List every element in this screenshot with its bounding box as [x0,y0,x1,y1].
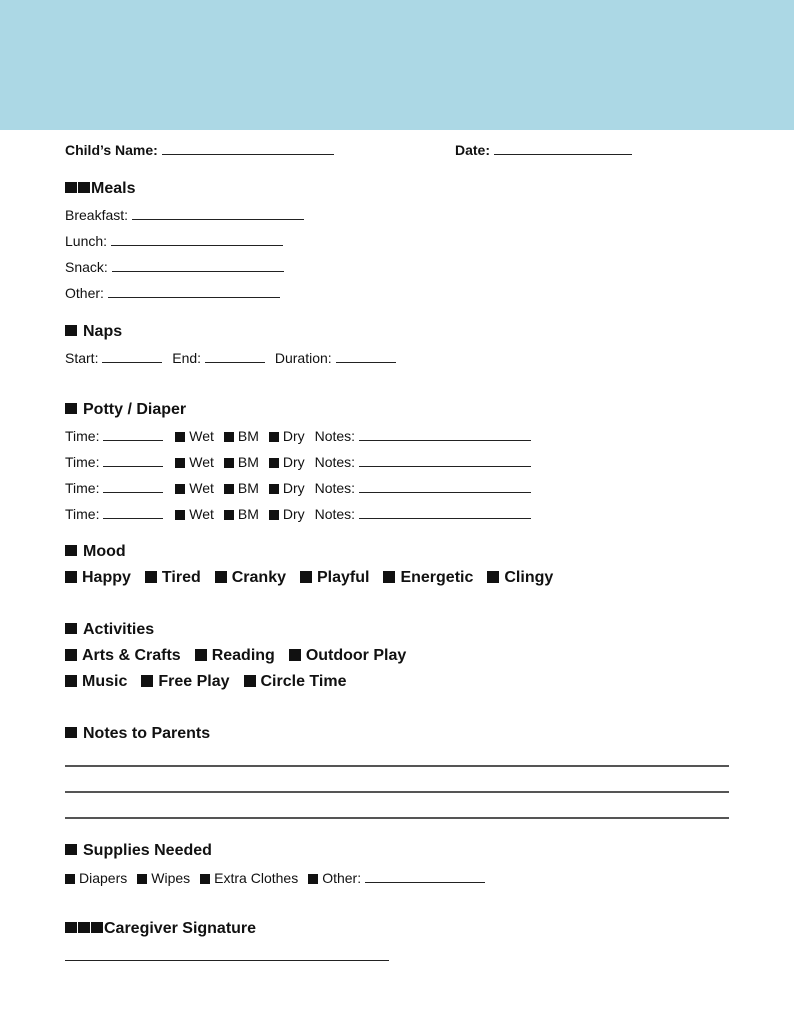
snack-label: Snack: [65,259,108,275]
checkbox-icon [244,675,256,687]
nap-duration-field[interactable] [336,350,396,363]
bm-checkbox[interactable] [224,454,259,470]
meals-heading [65,180,135,198]
checkbox-icon [224,432,234,442]
bm-checkbox[interactable] [224,480,259,496]
potty-time-field[interactable] [103,454,163,467]
checkbox-icon [224,484,234,494]
wet-checkbox[interactable] [175,480,214,496]
checkbox-icon [224,510,234,520]
checkbox-icon [175,484,185,494]
activity-option-arts-crafts[interactable] [65,647,181,665]
notes-line[interactable] [65,817,729,819]
checkbox-icon [289,649,301,661]
dry-label: Dry [282,454,305,470]
nap-end-field[interactable] [205,350,265,363]
notes-line[interactable] [65,791,729,793]
lunch-field[interactable] [111,233,283,246]
potty-notes-field[interactable] [359,506,531,519]
activity-label: Outdoor Play [305,647,407,664]
potty-time-label: Time: [65,428,100,444]
dry-label: Dry [282,506,305,522]
potty-heading-text: Potty / Diaper [83,401,187,418]
breakfast-field[interactable] [132,207,304,220]
checkbox-icon [175,432,185,442]
potty-heading [65,401,186,419]
dry-checkbox[interactable] [269,506,305,522]
checkbox-icon [269,484,279,494]
snack-field[interactable] [112,259,284,272]
child-name-field[interactable] [162,142,334,155]
wet-label: Wet [189,480,214,496]
checkbox-icon [65,649,77,661]
supply-option-wipes[interactable] [137,870,190,886]
supplies-row [65,870,485,886]
child-name-label: Child’s Name: [65,142,158,158]
potty-notes-label: Notes: [314,506,356,522]
mood-label: Tired [161,569,201,586]
checkbox-icon [269,510,279,520]
bm-checkbox[interactable] [224,428,259,444]
activity-option-reading[interactable] [195,647,275,665]
bullet-icon [65,623,77,634]
dry-checkbox[interactable] [269,480,305,496]
mood-label: Cranky [231,569,286,586]
bm-label: BM [237,480,259,496]
supplies-heading-text: Supplies Needed [83,842,212,859]
mood-option-energetic[interactable] [383,569,473,587]
date-label: Date: [455,142,491,158]
wet-label: Wet [189,506,214,522]
mood-option-tired[interactable] [145,569,201,587]
activities-heading-text: Activities [83,621,155,638]
wet-checkbox[interactable] [175,428,214,444]
potty-notes-label: Notes: [314,428,356,444]
mood-option-playful[interactable] [300,569,369,587]
signature-line[interactable] [65,960,389,961]
activity-label: Free Play [158,673,230,690]
checkbox-icon [300,571,312,583]
supply-label: Diapers [79,870,128,886]
bullet-icon [78,922,90,933]
checkbox-icon [175,510,185,520]
checkbox-icon [137,874,147,884]
supply-label: Wipes [151,870,191,886]
checkbox-icon [195,649,207,661]
activity-label: Arts & Crafts [82,647,181,664]
mood-heading-text: Mood [83,543,126,560]
notes-heading-text: Notes to Parents [83,725,211,742]
supply-option-diapers[interactable] [65,870,127,886]
potty-notes-field[interactable] [359,454,531,467]
supply-option-other[interactable] [308,870,361,886]
activity-option-outdoor-play[interactable] [289,647,406,665]
activity-label: Music [82,673,128,690]
potty-row [65,480,531,496]
potty-time-label: Time: [65,506,100,522]
mood-label: Playful [316,569,370,586]
checkbox-icon [65,571,77,583]
mood-label: Clingy [504,569,554,586]
meal-row-other [65,285,280,301]
signature-heading [65,920,256,938]
checkbox-icon [308,874,318,884]
date-row [455,142,632,158]
bullet-icon [91,922,103,933]
bullet-icon [65,922,77,933]
checkbox-icon [200,874,210,884]
naps-heading [65,323,122,341]
potty-time-label: Time: [65,480,100,496]
activity-label: Circle Time [260,673,347,690]
meal-row-breakfast [65,207,304,223]
bullet-icon [65,727,77,738]
potty-notes-field[interactable] [359,480,531,493]
meal-row-snack [65,259,284,275]
naps-heading-text: Naps [83,323,123,340]
activity-label: Reading [211,647,275,664]
other-meal-label: Other: [65,285,104,301]
wet-label: Wet [189,428,214,444]
dry-label: Dry [282,480,305,496]
checkbox-icon [269,458,279,468]
checkbox-icon [215,571,227,583]
notes-heading [65,725,210,743]
supply-option-extra-clothes[interactable] [200,870,298,886]
meal-row-lunch [65,233,283,249]
potty-notes-field[interactable] [359,428,531,441]
activity-option-music[interactable] [65,673,127,691]
potty-time-field[interactable] [103,506,163,519]
potty-notes-label: Notes: [314,454,356,470]
checkbox-icon [269,432,279,442]
mood-label: Energetic [400,569,474,586]
mood-options [65,569,567,587]
mood-option-clingy[interactable] [487,569,553,587]
bullet-icon [78,182,90,193]
checkbox-icon [224,458,234,468]
activity-option-circle-time[interactable] [244,673,347,691]
notes-line[interactable] [65,765,729,767]
supply-other-field[interactable] [365,870,485,883]
checkbox-icon [65,675,77,687]
bm-label: BM [237,506,259,522]
nap-duration-label: Duration: [274,350,332,366]
dry-checkbox[interactable] [269,428,305,444]
potty-time-label: Time: [65,454,100,470]
potty-row [65,506,531,522]
other-meal-field[interactable] [108,285,280,298]
header-banner [0,0,794,130]
wet-label: Wet [189,454,214,470]
dry-label: Dry [282,428,305,444]
potty-time-field[interactable] [103,428,163,441]
potty-row [65,454,531,470]
bullet-icon [65,844,77,855]
activities-heading [65,621,154,639]
checkbox-icon [145,571,157,583]
potty-notes-label: Notes: [314,480,356,496]
breakfast-label: Breakfast: [65,207,129,223]
date-field[interactable] [494,142,632,155]
mood-option-cranky[interactable] [215,569,286,587]
potty-time-field[interactable] [103,480,163,493]
child-name-row [65,142,334,158]
checkbox-icon [175,458,185,468]
naps-row [65,350,396,366]
bm-label: BM [237,428,259,444]
nap-start-label: Start: [65,350,99,366]
activities-row-1 [65,647,420,665]
bm-checkbox[interactable] [224,506,259,522]
nap-end-label: End: [172,350,202,366]
bullet-icon [65,325,77,336]
supplies-heading [65,842,212,860]
potty-row [65,428,531,444]
bullet-icon [65,182,77,193]
mood-option-happy[interactable] [65,569,131,587]
supply-other-label: Other: [322,870,362,886]
checkbox-icon [65,874,75,884]
supply-label: Extra Clothes [214,870,299,886]
nap-start-field[interactable] [102,350,162,363]
wet-checkbox[interactable] [175,506,214,522]
bullet-icon [65,545,77,556]
lunch-label: Lunch: [65,233,108,249]
dry-checkbox[interactable] [269,454,305,470]
signature-heading-text: Caregiver Signature [104,920,257,937]
meals-heading-text: Meals [91,180,136,197]
bm-label: BM [237,454,259,470]
mood-label: Happy [82,569,131,586]
activity-option-free-play[interactable] [141,673,229,691]
mood-heading [65,543,126,561]
checkbox-icon [487,571,499,583]
checkbox-icon [141,675,153,687]
bullet-icon [65,403,77,414]
wet-checkbox[interactable] [175,454,214,470]
activities-row-2 [65,673,360,691]
checkbox-icon [383,571,395,583]
